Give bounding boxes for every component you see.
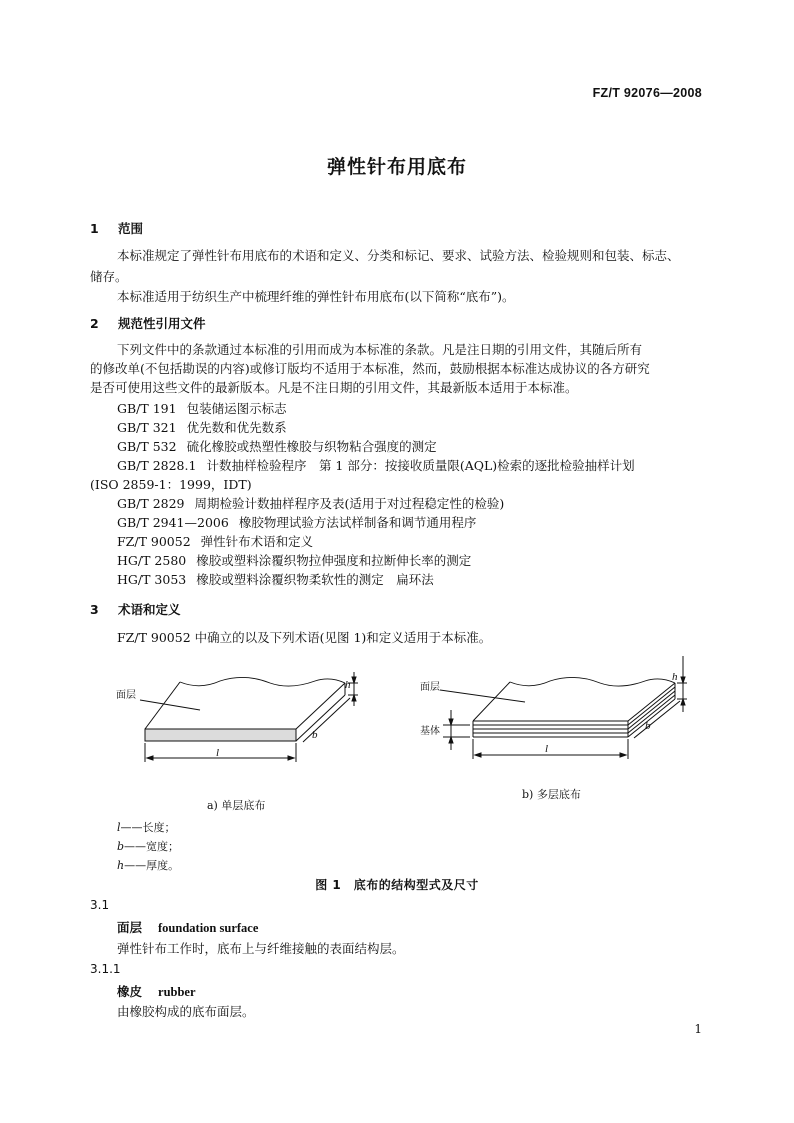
dim-label-length-multi: l bbox=[545, 743, 549, 755]
figure-legend bbox=[117, 818, 179, 875]
reference-code: FZ/T 90052 bbox=[117, 534, 191, 549]
section-number: 1 bbox=[90, 221, 99, 236]
section-title: 术语和定义 bbox=[118, 602, 181, 617]
text-line: 下列文件中的条款通过本标准的引用而成为本标准的条款。凡是注日期的引用文件，其随后所有 bbox=[117, 342, 643, 357]
multi-layer-diagram bbox=[440, 656, 687, 759]
reference-code: GB/T 2828.1 bbox=[117, 458, 197, 473]
reference-code: GB/T 321 bbox=[117, 420, 177, 435]
legend-item bbox=[117, 856, 179, 875]
reference-title: 周期检验计数抽样程序及表(适用于对过程稳定性的检验) bbox=[194, 496, 505, 511]
reference-continuation: (ISO 2859-1：1999，IDT) bbox=[90, 477, 252, 492]
reference-code: GB/T 191 bbox=[117, 401, 177, 416]
legend-text: ——厚度。 bbox=[124, 859, 180, 872]
dim-label-height-single: h bbox=[345, 679, 351, 691]
label-surface-multi: 面层 bbox=[420, 682, 440, 693]
term-english: rubber bbox=[158, 985, 196, 999]
reference-code: HG/T 2580 bbox=[117, 553, 187, 568]
legend-text: ——长度； bbox=[120, 821, 176, 834]
page-number: 1 bbox=[694, 1022, 702, 1036]
term-definition: 弹性针布工作时，底布上与纤维接触的表面结构层。 bbox=[117, 941, 405, 956]
standard-number: FZ/T 92076—2008 bbox=[592, 86, 702, 100]
section-1-paragraph-2: 本标准适用于纺织生产中梳理纤维的弹性针布用底布(以下简称“底布”)。 bbox=[117, 289, 515, 304]
section-title: 范围 bbox=[118, 221, 144, 236]
reference-title: 包装储运图示标志 bbox=[186, 401, 287, 416]
term-definition: 由橡胶构成的底布面层。 bbox=[117, 1004, 255, 1019]
section-number: 3 bbox=[90, 602, 99, 617]
term-heading bbox=[117, 918, 258, 936]
single-layer-diagram bbox=[140, 672, 358, 762]
reference-title: 橡胶或塑料涂覆织物拉伸强度和拉断伸长率的测定 bbox=[196, 553, 472, 568]
reference-title: 橡胶物理试验方法试样制备和调节通用程序 bbox=[238, 515, 477, 530]
dim-label-width-multi: b bbox=[645, 720, 651, 732]
reference-title: 橡胶或塑料涂覆织物柔软性的测定 扁环法 bbox=[196, 572, 434, 587]
term-english: foundation surface bbox=[158, 921, 259, 935]
clause-number: 3.1.1 bbox=[90, 962, 121, 976]
text-line: 本标准规定了弹性针布用底布的术语和定义、分类和标记、要求、试验方法、检验规则和包装、标志、 bbox=[117, 248, 680, 263]
reference-code: GB/T 2941—2006 bbox=[117, 515, 229, 530]
legend-symbol: l bbox=[117, 821, 121, 834]
term-heading bbox=[117, 982, 196, 1000]
reference-title: 弹性针布术语和定义 bbox=[200, 534, 314, 549]
dim-label-length-single: l bbox=[216, 747, 220, 759]
caption-multi-layer: b) 多层底布 bbox=[522, 788, 581, 801]
dim-label-width-single: b bbox=[312, 729, 318, 741]
section-number: 2 bbox=[90, 316, 99, 331]
figure-title: 图 1 底布的结构型式及尺寸 bbox=[315, 878, 479, 892]
text-line: 储存。 bbox=[90, 269, 128, 284]
text-line: 是否可使用这些文件的最新版本。凡是不注日期的引用文件，其最新版本适用于本标准。 bbox=[90, 380, 578, 395]
section-3-intro: FZ/T 90052 中确立的以及下列术语(见图 1)和定义适用于本标准。 bbox=[117, 630, 492, 645]
dim-label-height-multi: h bbox=[672, 671, 678, 683]
legend-item bbox=[117, 837, 179, 856]
document-title: 弹性针布用底布 bbox=[326, 156, 467, 178]
caption-single-layer: a) 单层底布 bbox=[207, 799, 266, 812]
reference-title: 硫化橡胶或热塑性橡胶与织物粘合强度的测定 bbox=[186, 439, 437, 454]
label-surface-single: 面层 bbox=[116, 690, 136, 701]
legend-symbol: h bbox=[117, 859, 125, 872]
term-chinese: 橡皮 bbox=[117, 984, 143, 999]
legend-item bbox=[117, 818, 179, 837]
reference-title: 计数抽样检验程序 第 1 部分：按接收质量限(AQL)检索的逐批检验抽样计划 bbox=[206, 458, 635, 473]
term-chinese: 面层 bbox=[117, 920, 143, 935]
reference-code: GB/T 532 bbox=[117, 439, 177, 454]
section-title: 规范性引用文件 bbox=[118, 316, 206, 331]
text-line: 的修改单(不包括勘误的内容)或修订版均不适用于本标准，然而，鼓励根据本标准达成协议的各方研究 bbox=[90, 361, 650, 376]
reference-code: GB/T 2829 bbox=[117, 496, 185, 511]
legend-symbol: b bbox=[117, 840, 125, 853]
legend-text: ——宽度； bbox=[124, 840, 180, 853]
label-base: 基体 bbox=[420, 726, 440, 737]
reference-title: 优先数和优先数系 bbox=[186, 420, 287, 435]
reference-code: HG/T 3053 bbox=[117, 572, 187, 587]
clause-number: 3.1 bbox=[90, 898, 110, 912]
